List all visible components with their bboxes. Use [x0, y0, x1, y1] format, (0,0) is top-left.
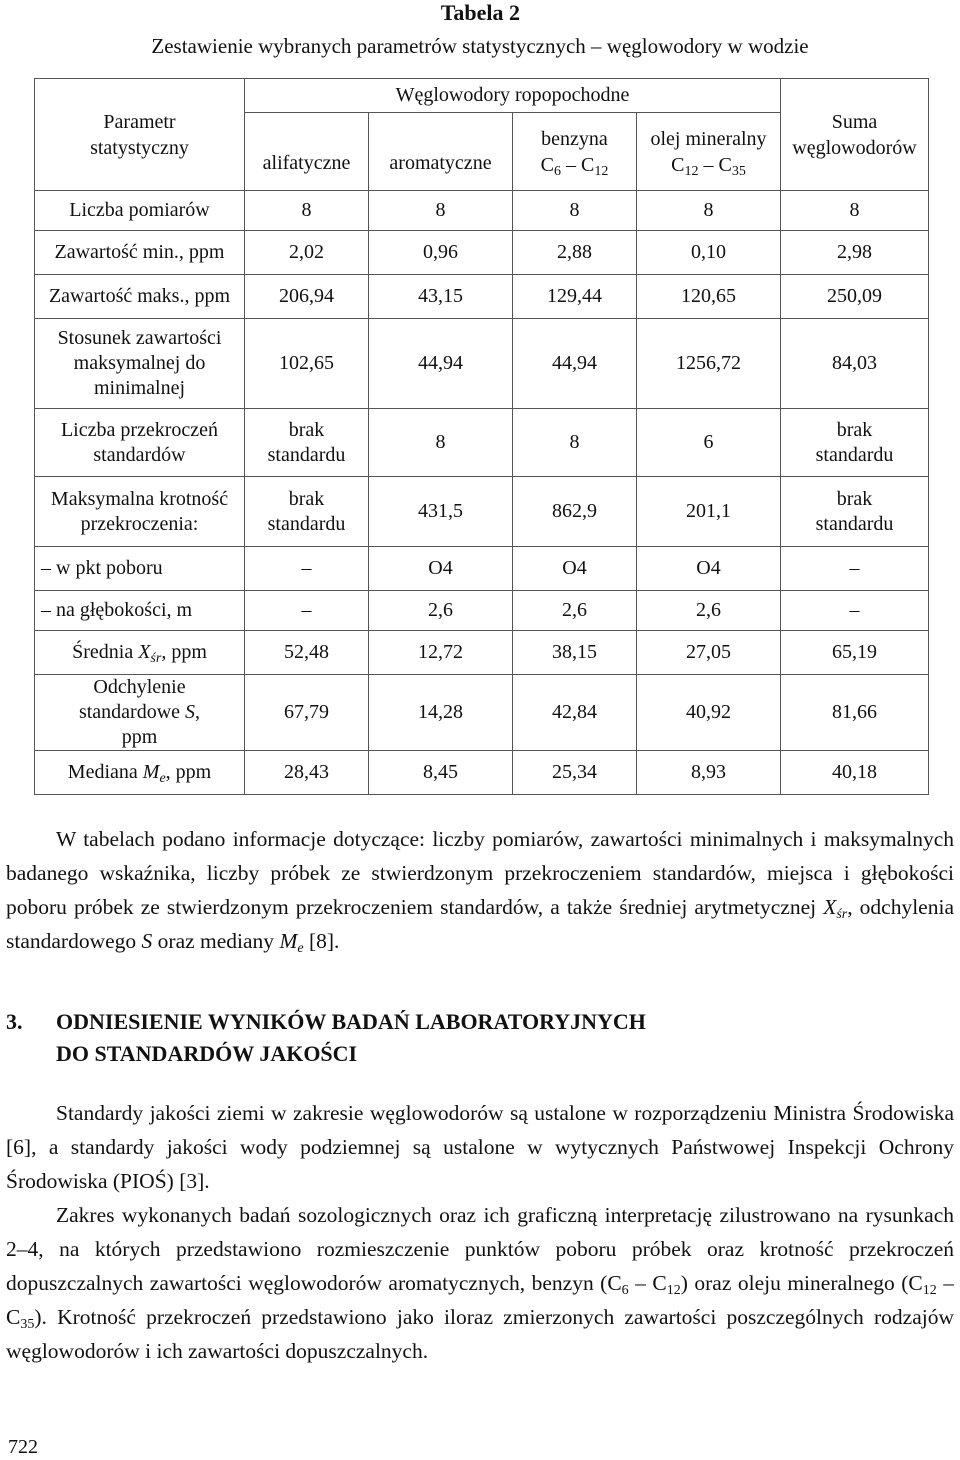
cell: 2,98	[781, 231, 929, 275]
header-olej	[637, 113, 781, 191]
cell: 206,94	[245, 275, 369, 319]
cell: 120,65	[637, 275, 781, 319]
header-alif: alifatyczne	[245, 113, 369, 191]
cell: 201,1	[637, 477, 781, 547]
cell: 102,65	[245, 319, 369, 409]
cell: 8	[781, 191, 929, 231]
cell: 0,96	[369, 231, 513, 275]
row-label: Zawartość maks., ppm	[35, 275, 245, 319]
cell: 6	[637, 409, 781, 477]
table-row	[35, 547, 929, 591]
cell: 25,34	[513, 751, 637, 795]
cell: 8	[245, 191, 369, 231]
row-label: – w pkt poboru	[35, 547, 245, 591]
cell: brak standardu	[245, 477, 369, 547]
table-row	[35, 591, 929, 631]
cell: –	[781, 591, 929, 631]
header-group: Węglowodory ropopochodne	[245, 79, 781, 113]
cell: –	[245, 591, 369, 631]
cell: 44,94	[513, 319, 637, 409]
cell: 43,15	[369, 275, 513, 319]
header-arom: aromatyczne	[369, 113, 513, 191]
table-number: Tabela 2	[440, 0, 520, 25]
cell: 38,15	[513, 631, 637, 675]
row-label: – na głębokości, m	[35, 591, 245, 631]
table-row	[35, 477, 929, 547]
cell: O4	[369, 547, 513, 591]
header-olej-name: olej mineralny	[650, 127, 767, 150]
cell: 67,79	[245, 675, 369, 751]
cell: 8,45	[369, 751, 513, 795]
cell: brak standardu	[245, 409, 369, 477]
paragraph-1: W tabelach podano informacje dotyczące: liczby pomiarów, zawartości minimalnych i maksymalnych badanego wskaźnika, liczby próbek ze stwierdzonym przekroczeniem standardów, miejsca i głębokości poboru próbek ze stwierdzonym przekroczeniem standardów, a także średniej arytmetycznej $X_{śr}$, odchylenia standardowego S oraz mediany $M_e$ [8].	[6, 827, 954, 956]
cell: 8,93	[637, 751, 781, 795]
cell: 8	[369, 409, 513, 477]
cell: brak standardu	[781, 409, 929, 477]
table-row	[35, 631, 929, 675]
paragraph-2-text: Standardy jakości ziemi w zakresie węglowodorów są ustalone w rozporządzeniu Ministra Środowiska [6], a standardy jakości wody podziemnej są ustalone w wytycznych Państwowej Inspekcji Ochrony Środowiska (PIOŚ) [3].	[6, 1101, 954, 1193]
cell: 8	[637, 191, 781, 231]
page-number: 722	[8, 1436, 38, 1458]
paragraph-2	[6, 1096, 954, 1368]
row-label: Mediana $M_e$, ppm	[35, 751, 245, 795]
statistics-table	[34, 78, 929, 795]
cell: 8	[513, 409, 637, 477]
cell: O4	[513, 547, 637, 591]
cell: 81,66	[781, 675, 929, 751]
row-label: Odchylenie standardowe S, ppm	[35, 675, 245, 751]
header-param: Parametr statystyczny	[35, 79, 245, 191]
cell: 129,44	[513, 275, 637, 319]
cell: 2,6	[637, 591, 781, 631]
row-label: Zawartość min., ppm	[35, 231, 245, 275]
cell: 1256,72	[637, 319, 781, 409]
cell: 8	[513, 191, 637, 231]
cell: 2,02	[245, 231, 369, 275]
cell: 250,09	[781, 275, 929, 319]
cell: –	[781, 547, 929, 591]
header-olej-range: $C_{12} - C_{35}$	[671, 153, 746, 179]
cell: 42,84	[513, 675, 637, 751]
table-row	[35, 319, 929, 409]
cell: –	[245, 547, 369, 591]
table-row	[35, 751, 929, 795]
row-label: Maksymalna krotność przekroczenia:	[35, 477, 245, 547]
cell: 27,05	[637, 631, 781, 675]
header-benz-name: benzyna	[541, 127, 608, 150]
cell: 2,6	[369, 591, 513, 631]
cell: 28,43	[245, 751, 369, 795]
cell: 52,48	[245, 631, 369, 675]
cell: 40,18	[781, 751, 929, 795]
section-number: 3.	[6, 1009, 23, 1034]
table-row	[35, 409, 929, 477]
paragraph-3: Zakres wykonanych badań sozologicznych oraz ich graficzną interpretację zilustrowano na rysunkach 2–4, na których przedstawiono rozmieszczenie punktów poboru próbek oraz krotność przekroczeń dopuszczalnych zawartości węglowodorów aromatycznych, benzyn $(C_6 - C_{12})$ oraz oleju mineralnego $(C_{12} - C_{35})$. Krotność przekroczeń przedstawiono jako iloraz zmierzonych zawartości poszczególnych rodzajów węglowodorów i ich zawartości dopuszczalnych.	[6, 1203, 954, 1363]
cell: 65,19	[781, 631, 929, 675]
table-caption: Zestawienie wybranych parametrów statystycznych – węglowodory w wodzie	[151, 34, 809, 58]
cell: 862,9	[513, 477, 637, 547]
row-label: Średnia $X_{śr}$, ppm	[35, 631, 245, 675]
cell: O4	[637, 547, 781, 591]
cell: brak standardu	[781, 477, 929, 547]
row-label: Liczba pomiarów	[35, 191, 245, 231]
cell: 2,6	[513, 591, 637, 631]
cell: 14,28	[369, 675, 513, 751]
header-suma: Suma węglowodorów	[781, 79, 929, 191]
section-title-line1: ODNIESIENIE WYNIKÓW BADAŃ LABORATORYJNYCH	[56, 1009, 646, 1034]
row-label: Stosunek zawartości maksymalnej do minimalnej	[35, 319, 245, 409]
header-benz-range: $C_6 - C_{12}$	[540, 153, 609, 179]
cell: 8	[369, 191, 513, 231]
table-row	[35, 231, 929, 275]
cell: 2,88	[513, 231, 637, 275]
cell: 431,5	[369, 477, 513, 547]
section-heading	[6, 1006, 646, 1070]
cell: 84,03	[781, 319, 929, 409]
header-benz	[513, 113, 637, 191]
table-row	[35, 191, 929, 231]
table-row	[35, 275, 929, 319]
cell: 40,92	[637, 675, 781, 751]
cell: 0,10	[637, 231, 781, 275]
section-title-line2: DO STANDARDÓW JAKOŚCI	[56, 1041, 358, 1066]
row-label: Liczba przekroczeń standardów	[35, 409, 245, 477]
table-row	[35, 675, 929, 751]
cell: 44,94	[369, 319, 513, 409]
cell: 12,72	[369, 631, 513, 675]
